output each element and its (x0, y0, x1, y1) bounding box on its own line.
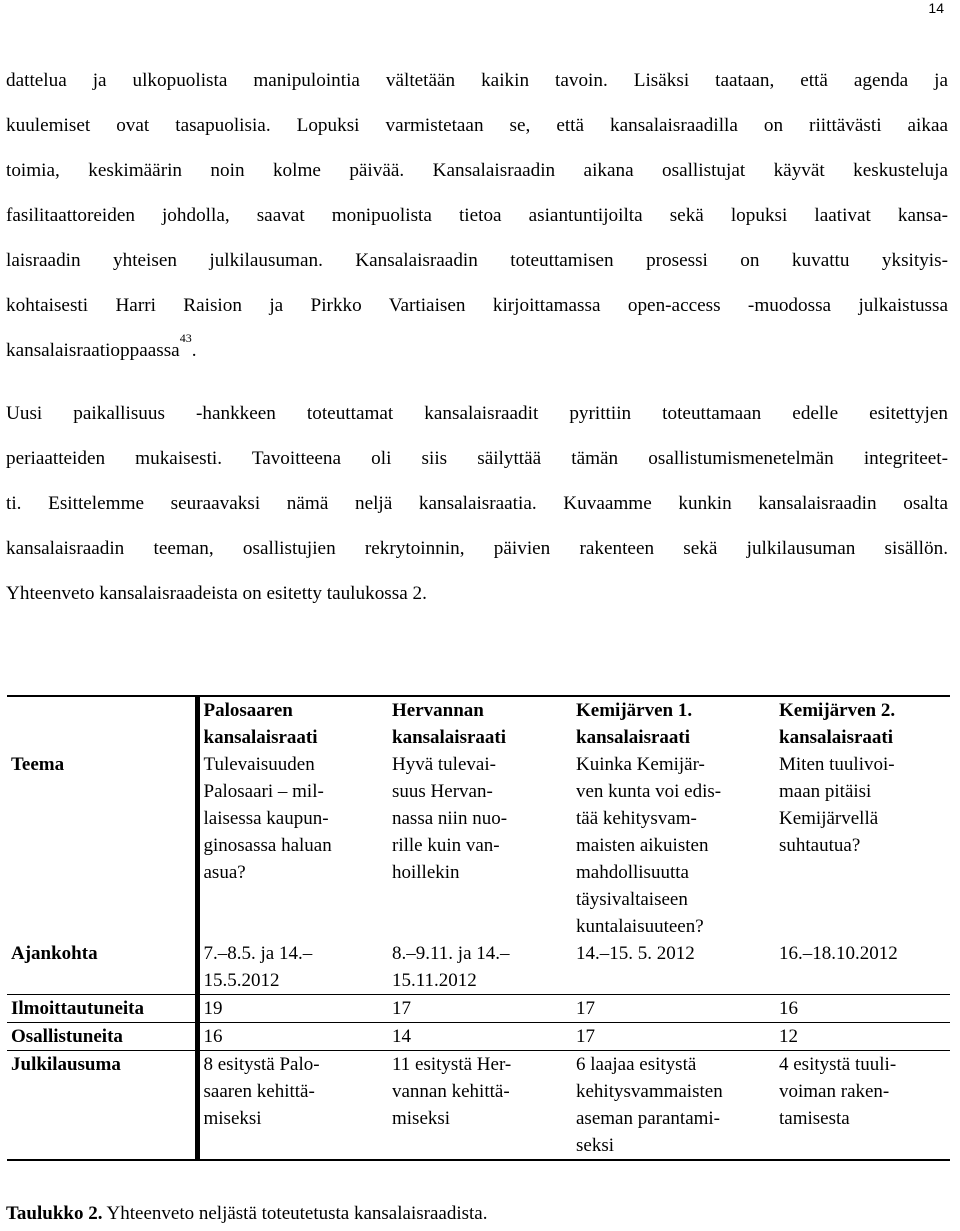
caption-text: Yhteenveto neljästä toteutetusta kansalaisraadista. (102, 1203, 488, 1224)
table-cell: 17 (572, 995, 775, 1023)
row-header: Ilmoittautuneita (7, 995, 197, 1023)
paragraph-2 (6, 391, 948, 616)
table-header-row (7, 696, 950, 751)
table-cell: Tulevaisuuden Palosaari – mil- laisessa kaupun- ginosassa haluan asua? (203, 754, 332, 883)
text-line: Uusi paikallisuus -hankkeen toteuttamat kansalaisraadit pyrittiin toteuttamaan edelle esitettyjen (6, 403, 948, 424)
text-line: kansalaisraadin teeman, osallistujien rekrytoinnin, päivien rakenteen sekä julkilausuman sisällön. (6, 538, 948, 559)
text-line: ti. Esittelemme seuraavaksi nämä neljä kansalaisraatia. Kuvaamme kunkin kansalaisraadin osalta (6, 493, 948, 514)
text-line: dattelua ja ulkopuolista manipulointia vältetään kaikin tavoin. Lisäksi taataan, että agenda ja (6, 70, 948, 91)
table-cell: 19 (197, 995, 388, 1023)
table-cell: 16 (775, 995, 950, 1023)
table-cell: Kuinka Kemijär- ven kunta voi edis- tää kehitysvam- maisten aikuisten mahdollisuutta täysivaltaiseen kuntalaisuuteen? (576, 754, 722, 937)
table-row (7, 940, 950, 995)
column-header: Palosaaren kansalaisraati (197, 696, 388, 751)
table-cell: 14.–15. 5. 2012 (576, 943, 695, 964)
table-row (7, 1051, 950, 1161)
table-cell: 11 esitystä Her- vannan kehittä- miseksi (388, 1051, 572, 1161)
footnote-reference[interactable]: 43 (179, 331, 192, 345)
column-header: Hervannan kansalaisraati (388, 696, 572, 751)
summary-table (7, 695, 950, 1161)
text-line: periaatteiden mukaisesti. Tavoitteena oli siis säilyttää tämän osallistumismenetelmän integriteet- (6, 448, 948, 469)
table-caption (6, 1203, 487, 1225)
table-cell: 4 esitystä tuuli- voiman raken- tamisesta (775, 1051, 950, 1161)
table-cell: 6 laajaa esitystä kehitysvammaisten aseman parantami- seksi (572, 1051, 775, 1161)
text-line-last (6, 328, 948, 373)
table-cell: Hyvä tulevai- suus Hervan- nassa niin nuo- rille kuin van- hoillekin (392, 754, 508, 883)
table-row (7, 751, 950, 940)
text-line: kohtaisesti Harri Raision ja Pirkko Vartiaisen kirjoittamassa open-access -muodossa julkaistussa (6, 295, 948, 316)
row-header: Teema (7, 751, 197, 940)
text-line: toimia, keskimäärin noin kolme päivää. Kansalaisraadin aikana osallistujat käyvät keskusteluja (6, 160, 948, 181)
table-cell: 8.–9.11. ja 14.– 15.11.2012 (392, 943, 510, 991)
table-cell: 16 (197, 1023, 388, 1051)
table-cell: Miten tuulivoi- maan pitäisi Kemijärvellä suhtautua? (779, 754, 895, 856)
corner-cell (7, 696, 197, 751)
column-header: Kemijärven 2. kansalaisraati (775, 696, 950, 751)
text-line: fasilitaattoreiden johdolla, saavat monipuolista tietoa asiantuntijoilta sekä lopuksi laativat kansa- (6, 205, 948, 226)
table-cell: 17 (388, 995, 572, 1023)
table-cell: 12 (775, 1023, 950, 1051)
row-header: Ajankohta (7, 940, 197, 995)
caption-label: Taulukko 2. (6, 1203, 103, 1224)
table-cell: 17 (572, 1023, 775, 1051)
table-cell: 14 (388, 1023, 572, 1051)
row-header: Osallistuneita (7, 1023, 197, 1051)
text-line: laisraadin yhteisen julkilausuman. Kansalaisraadin toteuttamisen prosessi on kuvattu yksityis- (6, 250, 948, 271)
table-row (7, 995, 950, 1023)
text-line: kuulemiset ovat tasapuolisia. Lopuksi varmistetaan se, että kansalaisraadilla on riittävästi aikaa (6, 115, 948, 136)
sentence-end: . (191, 340, 197, 361)
page-number: 14 (928, 0, 944, 16)
table-cell: 16.–18.10.2012 (779, 943, 898, 964)
paragraph-1 (6, 58, 948, 373)
text-line: Yhteenveto kansalaisraadeista on esitetty taulukossa 2. (6, 583, 427, 604)
table-cell: 7.–8.5. ja 14.– 15.5.2012 (203, 943, 313, 991)
table-cell: 8 esitystä Palo- saaren kehittä- miseksi (197, 1051, 388, 1161)
row-header: Julkilausuma (7, 1051, 197, 1161)
footnote-anchor-text: kansalaisraatioppaassa (6, 340, 180, 361)
column-header: Kemijärven 1. kansalaisraati (572, 696, 775, 751)
table-row (7, 1023, 950, 1051)
